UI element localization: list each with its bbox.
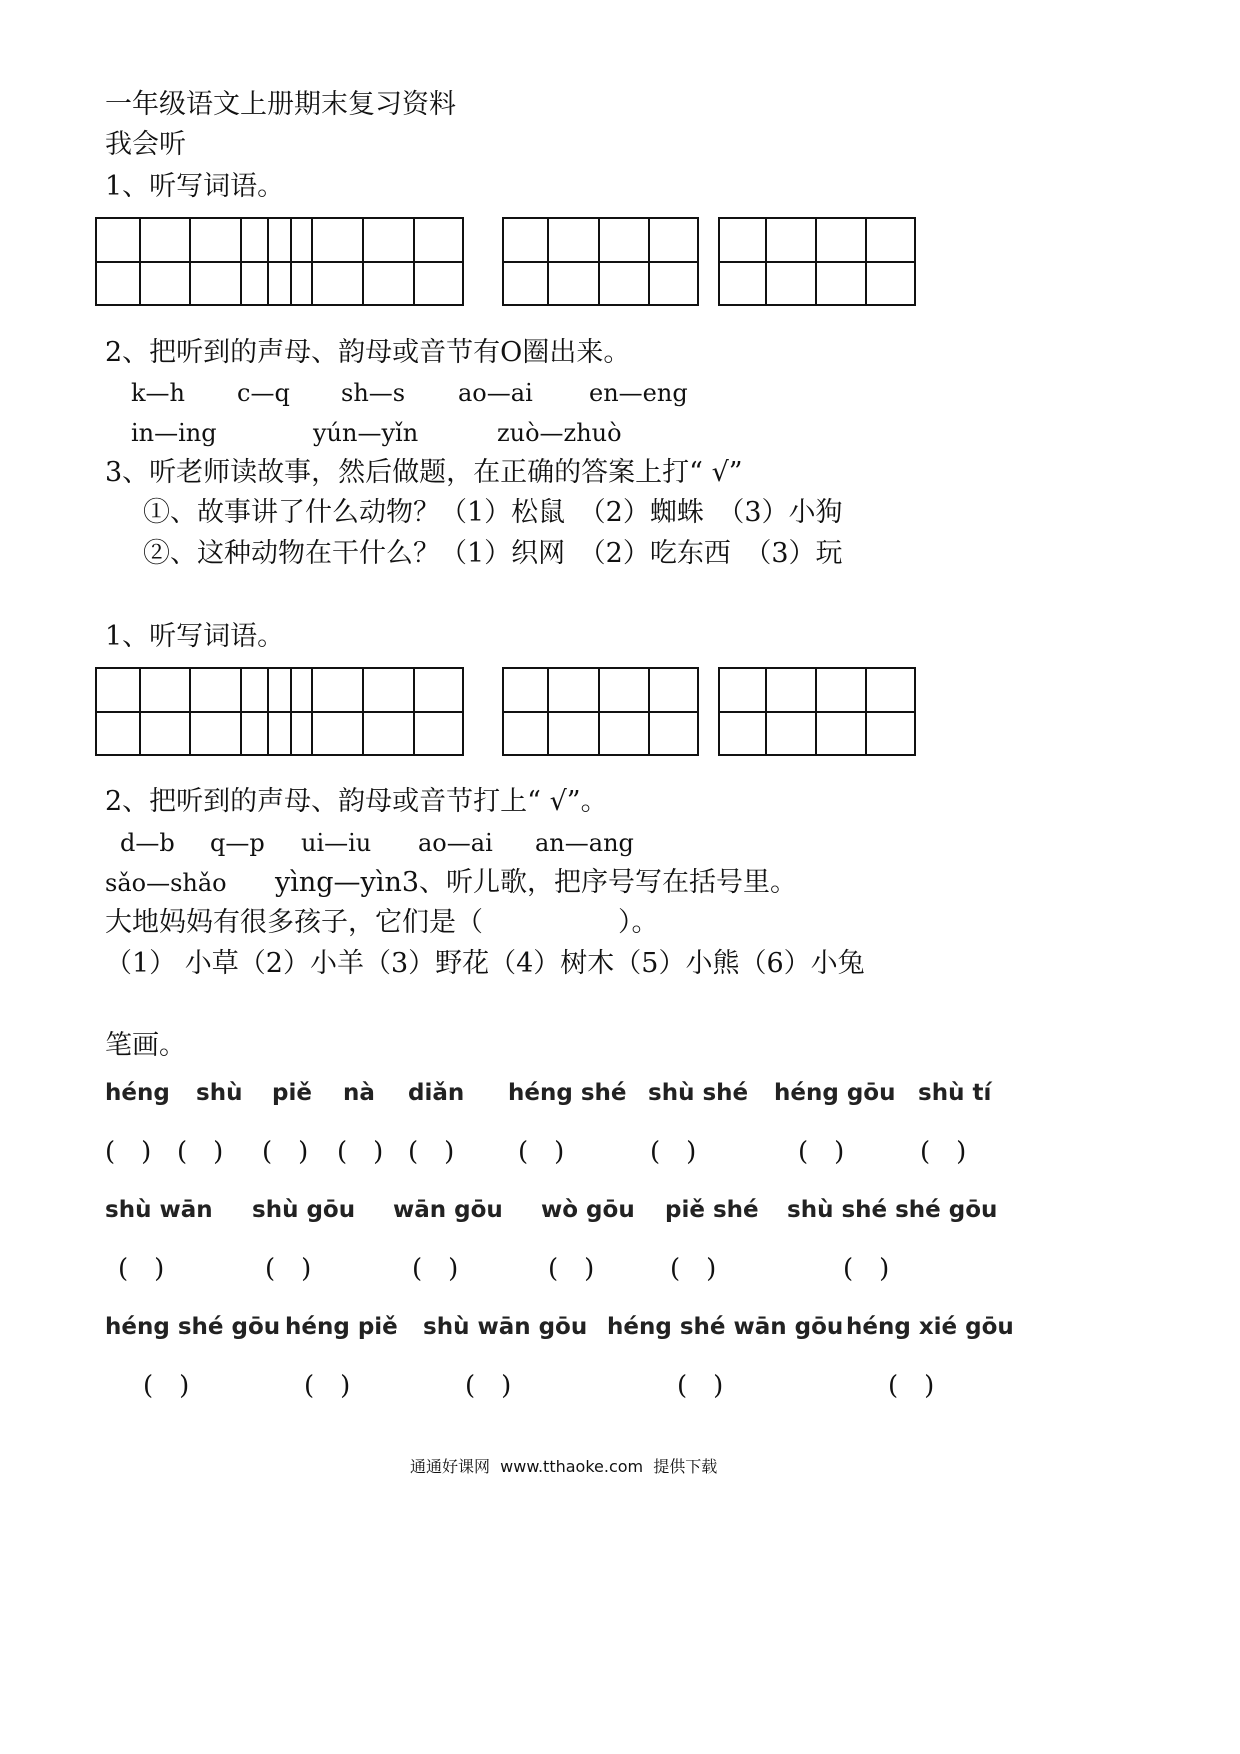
stroke-name: nà xyxy=(343,1080,375,1106)
answer-paren[interactable]: ( ) xyxy=(143,1371,190,1401)
stroke-name: shù wān xyxy=(105,1197,213,1223)
question-3-options: （1） 小草（2）小羊（3）野花（4）树木（5）小熊（6）小兔 xyxy=(105,948,865,979)
question-1-dictation: 1、听写词语。 xyxy=(105,171,285,202)
pinyin-pair: an—ang xyxy=(535,829,634,857)
answer-paren[interactable]: ( ) xyxy=(105,1137,152,1167)
section-heading-listen: 我会听 xyxy=(105,129,186,160)
answer-paren[interactable]: ( ) xyxy=(920,1137,967,1167)
answer-paren[interactable]: ( ) xyxy=(888,1371,935,1401)
pinyin-pair: k—h xyxy=(131,379,185,407)
stroke-name: shù gōu xyxy=(252,1197,356,1223)
answer-paren[interactable]: ( ) xyxy=(670,1254,717,1284)
footer-credit: 通通好课网 www.tthaoke.com 提供下载 xyxy=(410,1457,718,1476)
page-title: 一年级语文上册期末复习资料 xyxy=(105,89,456,120)
pinyin-pair: zuò—zhuò xyxy=(497,419,622,447)
answer-paren[interactable]: ( ) xyxy=(337,1137,384,1167)
stroke-name: héng piě xyxy=(285,1314,398,1340)
pinyin-pair: yún—yǐn xyxy=(313,419,419,447)
question-3-story: 3、听老师读故事，然后做题，在正确的答案上打“ √” xyxy=(105,457,743,488)
stroke-name: piě xyxy=(272,1080,312,1106)
stroke-name: shù shé shé gōu xyxy=(787,1197,998,1223)
stroke-name: shù shé xyxy=(648,1080,749,1106)
answer-paren[interactable]: ( ) xyxy=(548,1254,595,1284)
stroke-name: shù tí xyxy=(918,1080,992,1106)
stroke-name: wān gōu xyxy=(393,1197,503,1223)
stroke-name: shù wān gōu xyxy=(423,1314,588,1340)
answer-paren[interactable]: ( ) xyxy=(650,1137,697,1167)
pinyin-pair: ui—iu xyxy=(301,829,372,857)
stroke-name: héng xyxy=(105,1080,170,1106)
stroke-name: héng shé xyxy=(508,1080,627,1106)
writing-grid-1[interactable] xyxy=(95,217,464,306)
question-3-prompt: 大地妈妈有很多孩子，它们是（ ）。 xyxy=(105,907,659,938)
answer-paren[interactable]: ( ) xyxy=(798,1137,845,1167)
strokes-heading: 笔画。 xyxy=(105,1030,186,1061)
question-3-item-a: ①、故事讲了什么动物？（1）松鼠 （2）蜘蛛 （3）小狗 xyxy=(143,497,843,528)
answer-paren[interactable]: ( ) xyxy=(304,1371,351,1401)
pinyin-pair: d—b xyxy=(120,829,175,857)
writing-grid-6[interactable] xyxy=(718,667,916,756)
answer-paren[interactable]: ( ) xyxy=(262,1137,309,1167)
pinyin-pair-and-question-3: yìng—yìn3、听儿歌，把序号写在括号里。 xyxy=(275,867,798,898)
answer-paren[interactable]: ( ) xyxy=(465,1371,512,1401)
stroke-name: piě shé xyxy=(665,1197,759,1223)
question-1-dictation-repeat: 1、听写词语。 xyxy=(105,621,285,652)
answer-paren[interactable]: ( ) xyxy=(677,1371,724,1401)
pinyin-pair: q—p xyxy=(210,829,265,857)
answer-paren[interactable]: ( ) xyxy=(412,1254,459,1284)
pinyin-pair: sh—s xyxy=(341,379,406,407)
writing-grid-2[interactable] xyxy=(502,217,699,306)
writing-grid-3[interactable] xyxy=(718,217,916,306)
question-2-circle: 2、把听到的声母、韵母或音节有O圈出来。 xyxy=(105,337,631,368)
stroke-name: héng gōu xyxy=(774,1080,896,1106)
writing-grid-5[interactable] xyxy=(502,667,699,756)
answer-paren[interactable]: ( ) xyxy=(518,1137,565,1167)
pinyin-pair: sǎo—shǎo xyxy=(105,869,227,897)
answer-paren[interactable]: ( ) xyxy=(265,1254,312,1284)
stroke-name: héng shé gōu xyxy=(105,1314,281,1340)
writing-grid-4[interactable] xyxy=(95,667,464,756)
pinyin-pair: ao—ai xyxy=(458,379,533,407)
pinyin-pair: ao—ai xyxy=(418,829,493,857)
stroke-name: héng shé wān gōu xyxy=(607,1314,844,1340)
answer-paren[interactable]: ( ) xyxy=(118,1254,165,1284)
stroke-name: héng xié gōu xyxy=(846,1314,1014,1340)
question-3-item-b: ②、这种动物在干什么？（1）织网 （2）吃东西 （3）玩 xyxy=(143,538,843,569)
stroke-name: diǎn xyxy=(408,1080,465,1106)
pinyin-pair: c—q xyxy=(237,379,290,407)
pinyin-pair: in—ing xyxy=(131,419,217,447)
answer-paren[interactable]: ( ) xyxy=(843,1254,890,1284)
answer-paren[interactable]: ( ) xyxy=(177,1137,224,1167)
pinyin-pair: en—eng xyxy=(589,379,688,407)
stroke-name: shù xyxy=(196,1080,243,1106)
stroke-name: wò gōu xyxy=(541,1197,635,1223)
answer-paren[interactable]: ( ) xyxy=(408,1137,455,1167)
question-2-tick: 2、把听到的声母、韵母或音节打上“ √”。 xyxy=(105,786,608,817)
